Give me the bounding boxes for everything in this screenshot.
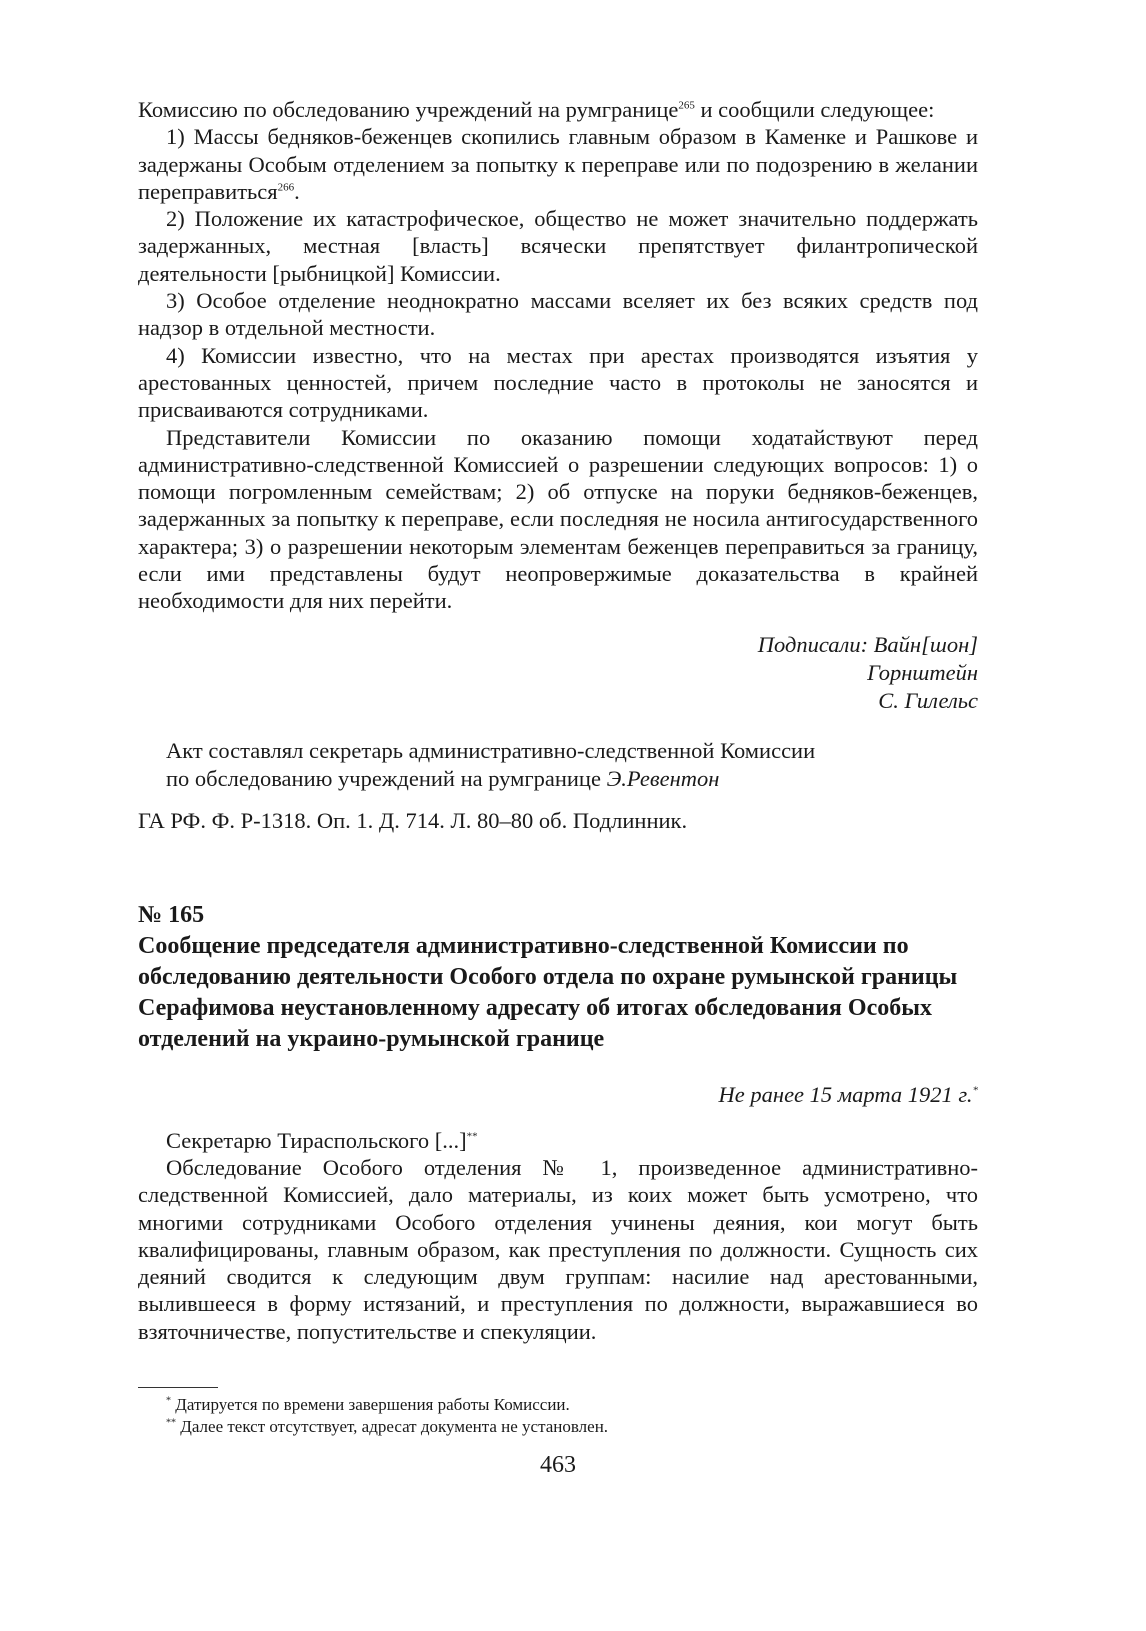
act-note: Акт составлял секретарь административно-следственной Комиссии по обследованию учреждений на румгранице Э.Ревентон [166, 737, 816, 791]
page-number: 463 [540, 1452, 576, 1479]
document-number: № 165 [138, 901, 205, 928]
document-page [138, 96, 978, 1479]
item-2: 2) Положение их катастрофическое, общество не может значительно поддержать задержанных, местная [власть] всячески препятствует филантропической деятельности [рыбницкой] Комиссии. [138, 206, 978, 286]
signature-line: Горнштейн [867, 659, 978, 685]
footnote-ref: 266 [277, 181, 295, 194]
item-3: 3) Особое отделение неоднократно массами вселяет их без всяких средств под надзор в отдельной местности. [138, 288, 978, 341]
document-body: Обследование Особого отделения № 1, произведенное административно-следственной Комиссией, дало материалы, из коих может быть усмотрено, что многими сотрудниками Особого отделения учинены деяния, кои могут быть квалифицированы, главным образом, как преступления по должности. Сущность сих деяний сводится к следующим двум группам: насилие над арестованными, вылившееся в форму истязаний, и преступления по должности, выражавшиеся во взяточничестве, попустительстве и спекуляции. [138, 1154, 978, 1344]
footnote-divider [138, 1387, 218, 1388]
signature-line: С. Гилельс [878, 687, 978, 713]
footnote: ** Далее текст отсутствует, адресат документа не установлен. [166, 1417, 609, 1437]
addressee: Секретарю Тираспольского [...]** [166, 1127, 478, 1153]
intro-paragraph: Комиссию по обследованию учреждений на румгранице$^{265}$ и сообщили следующее: [138, 97, 935, 122]
archive-source: ГА РФ. Ф. Р-1318. Оп. 1. Д. 714. Л. 80–80 об. Подлинник. [138, 807, 688, 833]
signatures [138, 631, 978, 715]
document-title: Сообщение председателя административно-следственной Комиссии по обследованию деятельности Особого отдела по охране румынской границы Серафимова неустановленному адресату об итогах обследования Особых отделений на украино-румынской границе [138, 932, 958, 1052]
footnote: * Датируется по времени завершения работы Комиссии. [166, 1395, 570, 1415]
document-date: Не ранее 15 марта 1921 г.* [718, 1081, 978, 1107]
petition-paragraph: Представители Комиссии по оказанию помощи ходатайствуют перед административно-следственной Комиссией о разрешении следующих вопросов: 1) о помощи погромленным семействам; 2) об отпуске на поруки бедняков-беженцев, задержанных за попытку к переправе, если последняя не носила антигосударственного характера; 3) о разрешении некоторым элементам беженцев переправиться за границу, если ими представлены будут неопровержимые доказательства в крайней необходимости для них перейти. [138, 424, 978, 614]
item-4: 4) Комиссии известно, что на местах при арестах производятся изъятия у арестованных ценностей, причем последние часто в протоколы не заносятся и присваиваются сотрудниками. [138, 342, 978, 423]
footnotes [138, 1387, 978, 1438]
footnote-ref: ** [466, 1130, 478, 1143]
footnote-ref: 265 [678, 99, 695, 112]
secretary-name: Э.Ревентон [606, 765, 720, 791]
signature-line: Подписали: Вайн[шон] [757, 631, 978, 657]
item-1: 1) Массы бедняков-беженцев скопились главным образом в Каменке и Рашкове и задержаны Особым отделением за попытку к переправе или по подозрению в желании переправиться$^{266}$. [138, 124, 978, 204]
footnote-ref: * [972, 1084, 978, 1097]
